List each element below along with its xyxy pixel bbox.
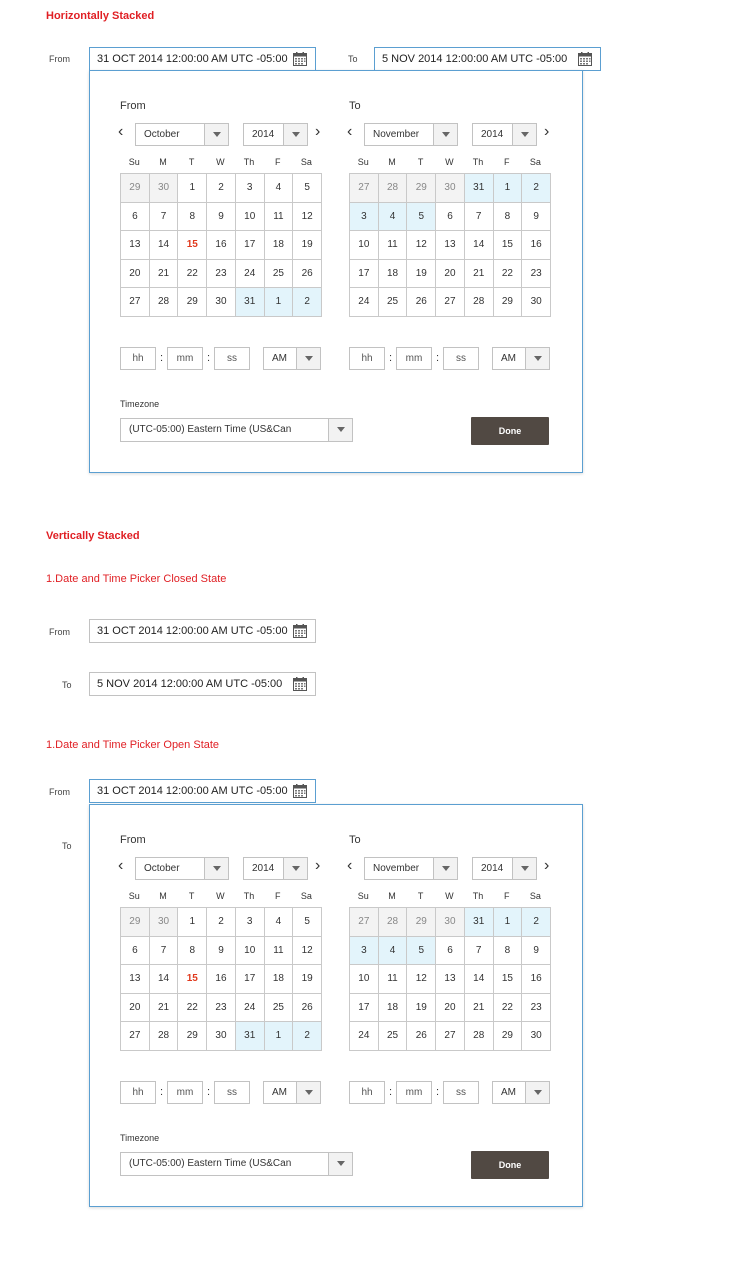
weekday-label: F [275,891,281,901]
calendar-day-cell[interactable]: 5 [407,937,436,966]
calendar-day-cell[interactable]: 16 [522,231,551,260]
calendar-day-cell[interactable]: 3 [350,203,379,232]
chevron-down-icon [296,348,320,369]
chevron-down-icon [283,124,307,145]
from-label: From [49,54,70,64]
to-datetime-value: 5 NOV 2014 12:00:00 AM UTC -05:00 [382,53,568,65]
weekday-label: Th [243,891,255,901]
calendar-grid-from [120,907,322,1051]
hour-input[interactable]: hh [349,347,385,370]
calendar-day-cell[interactable]: 30 [522,288,551,317]
calendar-day-cell[interactable]: 10 [236,203,265,232]
done-button[interactable]: Done [471,417,549,445]
weekday-label: F [275,157,281,167]
calendar-day-cell[interactable]: 30 [436,908,465,937]
weekday-label: Su [357,157,369,167]
weekday-header [349,891,550,903]
calendar-day-cell[interactable]: 13 [121,965,150,994]
weekday-label: Su [128,891,140,901]
calendar-day-cell[interactable]: 6 [121,937,150,966]
weekday-label: Sa [300,891,312,901]
calendar-day-cell[interactable]: 14 [465,231,494,260]
calendar-day-cell[interactable]: 21 [150,994,179,1023]
calendar-day-cell[interactable]: 9 [207,203,236,232]
calendar-day-cell[interactable]: 29 [407,174,436,203]
calendar-day-cell[interactable]: 18 [379,260,408,289]
chevron-down-icon [328,1153,352,1175]
weekday-label: Th [472,891,484,901]
minute-input[interactable]: mm [167,347,203,370]
calendar-day-cell[interactable]: 17 [236,965,265,994]
year-select[interactable] [243,123,308,146]
calendar-day-cell[interactable]: 27 [436,288,465,317]
to-label: To [62,680,72,690]
weekday-label: M [159,891,167,901]
calendar-day-cell[interactable]: 28 [465,288,494,317]
next-month-icon[interactable]: › [315,857,321,874]
pane-title-to: To [349,100,361,112]
calendar-day-cell[interactable]: 26 [293,994,322,1023]
calendar-day-cell[interactable]: 3 [236,908,265,937]
month-select-value: October [144,863,180,874]
weekday-label: M [388,157,396,167]
calendar-day-cell[interactable]: 11 [379,231,408,260]
to-datetime-value: 5 NOV 2014 12:00:00 AM UTC -05:00 [97,678,283,690]
section-title-vertical: Vertically Stacked [46,530,140,542]
calendar-day-cell[interactable]: 31 [236,1022,265,1051]
calendar-day-cell[interactable]: 14 [150,231,179,260]
weekday-label: W [445,891,454,901]
calendar-day-cell[interactable]: 1 [178,908,207,937]
to-label: To [62,841,72,851]
calendar-day-cell[interactable]: 11 [265,203,294,232]
calendar-day-cell[interactable]: 13 [436,965,465,994]
calendar-day-cell[interactable]: 31 [465,174,494,203]
calendar-day-cell[interactable]: 6 [121,203,150,232]
calendar-day-cell[interactable]: 16 [207,231,236,260]
calendar-day-cell[interactable]: 8 [494,937,523,966]
month-select[interactable] [364,123,458,146]
calendar-day-cell[interactable]: 2 [522,174,551,203]
calendar-day-cell[interactable]: 21 [465,994,494,1023]
weekday-label: T [188,891,195,901]
calendar-day-cell[interactable]: 30 [150,174,179,203]
calendar-day-cell[interactable]: 1 [265,288,294,317]
calendar-day-cell[interactable]: 15 [178,231,207,260]
calendar-day-cell[interactable]: 16 [522,965,551,994]
calendar-day-cell[interactable]: 19 [407,994,436,1023]
calendar-day-cell[interactable]: 16 [207,965,236,994]
timezone-select-value: (UTC-05:00) Eastern Time (US&Can [129,424,292,435]
weekday-label: W [445,157,454,167]
calendar-day-cell[interactable]: 25 [265,260,294,289]
calendar-day-cell[interactable]: 14 [150,965,179,994]
calendar-day-cell[interactable]: 23 [522,994,551,1023]
calendar-day-cell[interactable]: 22 [494,994,523,1023]
calendar-day-cell[interactable]: 1 [494,174,523,203]
weekday-label: Sa [529,157,541,167]
calendar-day-cell[interactable]: 23 [207,994,236,1023]
calendar-day-cell[interactable]: 5 [293,174,322,203]
month-select[interactable] [364,857,458,880]
calendar-day-cell[interactable]: 11 [265,937,294,966]
chevron-down-icon [204,858,228,879]
weekday-label: T [417,891,424,901]
calendar-day-cell[interactable]: 2 [207,908,236,937]
weekday-label: M [159,157,167,167]
calendar-grid-to [349,173,551,317]
calendar-day-cell[interactable]: 29 [121,908,150,937]
from-datetime-value: 31 OCT 2014 12:00:00 AM UTC -05:00 [97,785,288,797]
ampm-select[interactable] [492,347,550,370]
calendar-day-cell[interactable]: 25 [265,994,294,1023]
calendar-day-cell[interactable]: 1 [265,1022,294,1051]
calendar-day-cell[interactable]: 13 [121,231,150,260]
weekday-header [120,157,321,169]
ampm-select-value: AM [272,1087,287,1098]
closed-state-title: 1.Date and Time Picker Closed State [46,573,227,585]
open-state-title: 1.Date and Time Picker Open State [46,739,220,751]
calendar-day-cell[interactable]: 27 [436,1022,465,1051]
calendar-day-cell[interactable]: 15 [494,965,523,994]
calendar-day-cell[interactable]: 11 [379,965,408,994]
calendar-day-cell[interactable]: 21 [465,260,494,289]
calendar-day-cell[interactable]: 5 [293,908,322,937]
calendar-day-cell[interactable]: 7 [150,203,179,232]
calendar-day-cell[interactable]: 2 [293,1022,322,1051]
chevron-down-icon [512,858,536,879]
calendar-day-cell[interactable]: 27 [350,908,379,937]
to-datetime-input[interactable] [374,47,601,71]
calendar-day-cell[interactable]: 28 [465,1022,494,1051]
prev-month-icon[interactable]: ‹ [347,857,353,874]
calendar-day-cell[interactable]: 22 [494,260,523,289]
calendar-day-cell[interactable]: 10 [236,937,265,966]
time-separator: : [207,1086,211,1098]
chevron-down-icon [204,124,228,145]
calendar-day-cell[interactable]: 22 [178,260,207,289]
prev-month-icon[interactable]: ‹ [118,123,124,140]
second-input[interactable]: ss [443,1081,479,1104]
weekday-label: F [504,891,510,901]
calendar-day-cell[interactable]: 1 [494,908,523,937]
calendar-day-cell[interactable]: 7 [150,937,179,966]
time-separator: : [160,1086,164,1098]
time-separator: : [389,1086,393,1098]
section-title-horizontal: Horizontally Stacked [46,10,155,22]
month-select-value: November [373,129,420,140]
chevron-down-icon [328,419,352,441]
to-datetime-input-closed[interactable] [89,672,316,696]
chevron-down-icon [512,124,536,145]
calendar-day-cell[interactable]: 18 [265,231,294,260]
weekday-label: Sa [529,891,541,901]
calendar-day-cell[interactable]: 29 [494,1022,523,1051]
calendar-day-cell[interactable]: 6 [436,203,465,232]
calendar-day-cell[interactable]: 3 [236,174,265,203]
calendar-day-cell[interactable]: 14 [465,965,494,994]
calendar-day-cell[interactable]: 4 [265,174,294,203]
datetime-picker-popup-vertical [89,804,583,1207]
weekday-header [349,157,550,169]
timezone-label: Timezone [120,399,160,409]
weekday-label: W [216,891,225,901]
calendar-icon[interactable] [293,624,307,638]
year-select[interactable] [472,123,537,146]
calendar-day-cell[interactable]: 23 [522,260,551,289]
calendar-day-cell[interactable]: 29 [494,288,523,317]
from-label: From [49,627,70,637]
time-separator: : [436,352,440,364]
calendar-day-cell[interactable]: 24 [350,1022,379,1051]
month-select[interactable] [135,123,229,146]
timezone-select[interactable] [120,1152,353,1176]
calendar-day-cell[interactable]: 24 [236,260,265,289]
calendar-day-cell[interactable]: 12 [293,937,322,966]
calendar-icon[interactable] [293,784,307,798]
next-month-icon[interactable]: › [544,857,550,874]
month-select-value: November [373,863,420,874]
calendar-day-cell[interactable]: 9 [522,203,551,232]
ampm-select-value: AM [501,1087,516,1098]
weekday-label: Th [472,157,484,167]
ampm-select[interactable] [492,1081,550,1104]
calendar-day-cell[interactable]: 19 [293,231,322,260]
calendar-day-cell[interactable]: 21 [150,260,179,289]
weekday-label: Su [128,157,140,167]
calendar-day-cell[interactable]: 26 [293,260,322,289]
weekday-label: T [417,157,424,167]
chevron-down-icon [283,858,307,879]
calendar-day-cell[interactable]: 15 [178,965,207,994]
time-separator: : [436,1086,440,1098]
calendar-day-cell[interactable]: 12 [407,965,436,994]
calendar-day-cell[interactable]: 23 [207,260,236,289]
time-separator: : [207,352,211,364]
calendar-day-cell[interactable]: 25 [379,1022,408,1051]
hour-input[interactable]: hh [120,1081,156,1104]
calendar-day-cell[interactable]: 30 [150,908,179,937]
calendar-icon[interactable] [293,52,307,66]
year-select-value: 2014 [252,863,275,874]
calendar-day-cell[interactable]: 27 [350,174,379,203]
weekday-label: Sa [300,157,312,167]
timezone-label: Timezone [120,1133,160,1143]
calendar-day-cell[interactable]: 31 [236,288,265,317]
calendar-day-cell[interactable]: 8 [494,203,523,232]
calendar-day-cell[interactable]: 30 [207,1022,236,1051]
pane-title-from: From [120,834,146,846]
calendar-day-cell[interactable]: 9 [207,937,236,966]
calendar-day-cell[interactable]: 26 [407,1022,436,1051]
from-datetime-input[interactable] [89,47,316,71]
calendar-day-cell[interactable]: 29 [121,174,150,203]
year-select-value: 2014 [481,863,504,874]
timezone-select[interactable] [120,418,353,442]
year-select-value: 2014 [481,129,504,140]
year-select-value: 2014 [252,129,275,140]
calendar-day-cell[interactable]: 31 [465,908,494,937]
calendar-day-cell[interactable]: 9 [522,937,551,966]
ampm-select-value: AM [501,353,516,364]
calendar-day-cell[interactable]: 22 [178,994,207,1023]
weekday-label: T [188,157,195,167]
calendar-day-cell[interactable]: 17 [236,231,265,260]
calendar-day-cell[interactable]: 29 [178,288,207,317]
calendar-day-cell[interactable]: 17 [350,260,379,289]
calendar-day-cell[interactable]: 7 [465,203,494,232]
to-label: To [348,54,358,64]
calendar-day-cell[interactable]: 30 [436,174,465,203]
chevron-down-icon [525,1082,549,1103]
timezone-select-value: (UTC-05:00) Eastern Time (US&Can [129,1158,292,1169]
calendar-icon[interactable] [578,52,592,66]
calendar-day-cell[interactable]: 20 [121,994,150,1023]
datetime-picker-popup-horizontal [89,70,583,473]
time-separator: : [389,352,393,364]
chevron-down-icon [296,1082,320,1103]
chevron-down-icon [433,858,457,879]
time-separator: : [160,352,164,364]
calendar-day-cell[interactable]: 12 [293,203,322,232]
calendar-day-cell[interactable]: 2 [293,288,322,317]
calendar-day-cell[interactable]: 18 [265,965,294,994]
calendar-day-cell[interactable]: 27 [121,288,150,317]
from-datetime-value: 31 OCT 2014 12:00:00 AM UTC -05:00 [97,625,288,637]
from-datetime-input-open[interactable] [89,779,316,803]
calendar-day-cell[interactable]: 10 [350,231,379,260]
calendar-day-cell[interactable]: 17 [350,994,379,1023]
prev-month-icon[interactable]: ‹ [347,123,353,140]
ampm-select-value: AM [272,353,287,364]
weekday-label: M [388,891,396,901]
calendar-day-cell[interactable]: 20 [436,994,465,1023]
minute-input[interactable]: mm [396,347,432,370]
calendar-grid-from [120,173,322,317]
calendar-day-cell[interactable]: 12 [407,231,436,260]
calendar-day-cell[interactable]: 24 [236,994,265,1023]
chevron-down-icon [525,348,549,369]
calendar-day-cell[interactable]: 3 [350,937,379,966]
calendar-day-cell[interactable]: 1 [178,174,207,203]
next-month-icon[interactable]: › [315,123,321,140]
calendar-day-cell[interactable]: 24 [350,288,379,317]
second-input[interactable]: ss [214,347,250,370]
pane-title-to: To [349,834,361,846]
calendar-day-cell[interactable]: 8 [178,937,207,966]
calendar-day-cell[interactable]: 18 [379,994,408,1023]
calendar-day-cell[interactable]: 28 [379,174,408,203]
calendar-day-cell[interactable]: 15 [494,231,523,260]
ampm-select[interactable] [263,1081,321,1104]
calendar-day-cell[interactable]: 29 [178,1022,207,1051]
calendar-day-cell[interactable]: 10 [350,965,379,994]
calendar-day-cell[interactable]: 28 [150,288,179,317]
calendar-day-cell[interactable]: 7 [465,937,494,966]
calendar-day-cell[interactable]: 26 [407,288,436,317]
hour-input[interactable]: hh [349,1081,385,1104]
pane-title-from: From [120,100,146,112]
year-select[interactable] [243,857,308,880]
next-month-icon[interactable]: › [544,123,550,140]
calendar-day-cell[interactable]: 2 [522,908,551,937]
weekday-label: Su [357,891,369,901]
weekday-header [120,891,321,903]
calendar-day-cell[interactable]: 25 [379,288,408,317]
month-select[interactable] [135,857,229,880]
calendar-day-cell[interactable]: 5 [407,203,436,232]
calendar-icon[interactable] [293,677,307,691]
minute-input[interactable]: mm [167,1081,203,1104]
calendar-day-cell[interactable]: 19 [293,965,322,994]
from-label: From [49,787,70,797]
weekday-label: W [216,157,225,167]
prev-month-icon[interactable]: ‹ [118,857,124,874]
minute-input[interactable]: mm [396,1081,432,1104]
calendar-day-cell[interactable]: 4 [379,937,408,966]
calendar-day-cell[interactable]: 27 [121,1022,150,1051]
calendar-day-cell[interactable]: 2 [207,174,236,203]
calendar-grid-to [349,907,551,1051]
calendar-day-cell[interactable]: 30 [522,1022,551,1051]
month-select-value: October [144,129,180,140]
weekday-label: Th [243,157,255,167]
calendar-day-cell[interactable]: 30 [207,288,236,317]
chevron-down-icon [433,124,457,145]
from-datetime-value: 31 OCT 2014 12:00:00 AM UTC -05:00 [97,53,288,65]
calendar-day-cell[interactable]: 20 [436,260,465,289]
calendar-day-cell[interactable]: 20 [121,260,150,289]
calendar-day-cell[interactable]: 19 [407,260,436,289]
calendar-day-cell[interactable]: 28 [150,1022,179,1051]
second-input[interactable]: ss [214,1081,250,1104]
calendar-day-cell[interactable]: 29 [407,908,436,937]
calendar-day-cell[interactable]: 4 [379,203,408,232]
done-button[interactable]: Done [471,1151,549,1179]
calendar-day-cell[interactable]: 28 [379,908,408,937]
calendar-day-cell[interactable]: 4 [265,908,294,937]
from-datetime-input-closed[interactable] [89,619,316,643]
hour-input[interactable]: hh [120,347,156,370]
calendar-day-cell[interactable]: 13 [436,231,465,260]
year-select[interactable] [472,857,537,880]
weekday-label: F [504,157,510,167]
ampm-select[interactable] [263,347,321,370]
calendar-day-cell[interactable]: 8 [178,203,207,232]
second-input[interactable]: ss [443,347,479,370]
calendar-day-cell[interactable]: 6 [436,937,465,966]
